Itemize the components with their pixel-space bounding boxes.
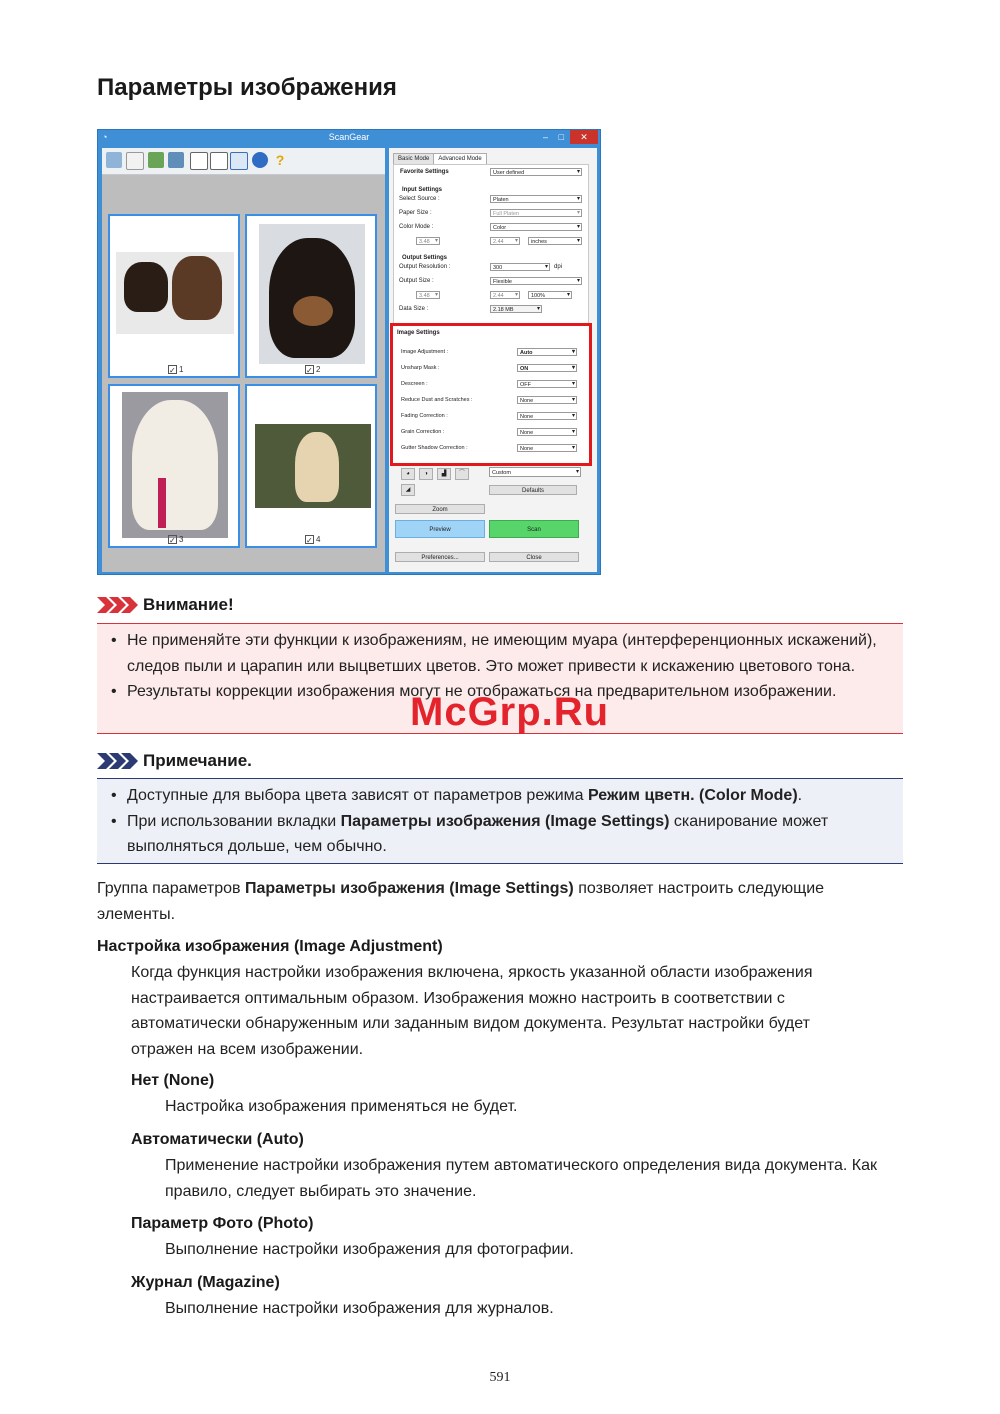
output-resolution-label: Output Resolution :	[399, 264, 451, 270]
maximize-icon[interactable]: □	[558, 132, 564, 142]
note-box	[97, 778, 903, 864]
scan-button[interactable]: Scan	[489, 520, 579, 538]
reduce-dust-label: Reduce Dust and Scratches :	[401, 397, 473, 403]
window-close-icon[interactable]: ✕	[570, 130, 598, 144]
list-item: • Результаты коррекции изображения могут не отображаться на предварительном изображении.	[111, 679, 891, 705]
thumbnail-area	[102, 148, 385, 572]
option-description: Настройка изображения применяться не будет.	[165, 1098, 518, 1115]
input-settings-heading: Input Settings	[402, 187, 442, 193]
output-settings-heading: Output Settings	[402, 255, 447, 261]
minimize-icon[interactable]: –	[542, 132, 548, 142]
scangear-titlebar	[98, 130, 600, 146]
image-settings-row	[401, 412, 581, 422]
option-term: Параметр Фото (Photo)	[131, 1215, 314, 1232]
tab-advanced-mode[interactable]: Advanced Mode	[433, 153, 486, 164]
grain-correction-label: Grain Correction :	[401, 429, 445, 435]
defaults-button[interactable]: Defaults	[489, 485, 577, 495]
page-icon[interactable]	[126, 152, 144, 170]
reduce-dust-select[interactable]: None ▾	[517, 396, 577, 404]
color-mode-label: Color Mode :	[399, 224, 434, 230]
thumbnail-image	[122, 392, 228, 538]
image-settings-heading: Image Settings	[397, 330, 440, 336]
fading-correction-select[interactable]: None ▾	[517, 412, 577, 420]
thumbnail-checkbox[interactable]: ✓ 4	[306, 534, 321, 545]
grid-icon[interactable]	[210, 152, 228, 170]
color-adjustment-select[interactable]: Custom ▾	[489, 467, 581, 477]
image-adjustment-term: Настройка изображения (Image Adjustment)	[97, 938, 443, 955]
note-heading: Примечание.	[143, 751, 252, 770]
attention-heading: Внимание!	[143, 595, 234, 614]
image-settings-row	[401, 428, 581, 438]
output-width-field[interactable]: 3.48 ▾	[416, 291, 440, 299]
brightness-icon[interactable]: ◑	[419, 468, 433, 480]
thumbnail-4[interactable]	[245, 384, 377, 548]
thumbnail-checkbox[interactable]: ✓ 2	[306, 364, 321, 375]
image-settings-row	[401, 364, 581, 374]
list-item: • При использовании вкладки Параметры изображения (Image Settings) сканирование может выполняться дольше, чем обычно.	[111, 809, 891, 860]
option-term: Нет (None)	[131, 1072, 215, 1089]
option-description: Выполнение настройки изображения для журналов.	[165, 1300, 554, 1317]
unsharp-mask-label: Unsharp Mask :	[401, 365, 440, 371]
thumbnail-2[interactable]	[245, 214, 377, 378]
paper-size-label: Paper Size :	[399, 210, 432, 216]
image-settings-row	[401, 348, 581, 358]
tab-basic-mode[interactable]: Basic Mode	[393, 153, 434, 164]
scale-field[interactable]: 100% ▾	[528, 291, 572, 299]
page-number: 591	[489, 1370, 511, 1385]
thumbnail-3[interactable]	[108, 384, 240, 548]
unsharp-mask-select[interactable]: ON ▾	[517, 364, 577, 372]
preview-button[interactable]: Preview	[395, 520, 485, 538]
mirror-icon[interactable]	[168, 152, 184, 168]
output-height-field[interactable]: 2.44 ▾	[490, 291, 520, 299]
mode-tabs	[393, 153, 486, 164]
thumbnail-checkbox[interactable]: ✓ 3	[169, 534, 184, 545]
image-settings-row	[401, 396, 581, 406]
advanced-settings-panel	[393, 164, 589, 456]
color-balance-icon[interactable]: ◕	[401, 468, 415, 480]
image-settings-highlight	[390, 323, 592, 466]
descreen-label: Descreen :	[401, 381, 428, 387]
gutter-shadow-label: Gutter Shadow Correction :	[401, 445, 468, 451]
option-description: Выполнение настройки изображения для фотографии.	[165, 1241, 574, 1258]
input-width-field[interactable]: 3.48 ▾	[416, 237, 440, 245]
intro-paragraph: Группа параметров Параметры изображения (Image Settings) позволяет настроить следующие элементы.	[97, 880, 825, 923]
thumbnail-image	[116, 252, 234, 334]
descreen-select[interactable]: OFF ▾	[517, 380, 577, 388]
settings-pane	[389, 148, 597, 572]
image-adjustment-label: Image Adjustment :	[401, 349, 449, 355]
grid-icon[interactable]	[190, 152, 208, 170]
image-adjustment-select[interactable]: Auto ▾	[517, 348, 577, 356]
thumbnail-checkbox[interactable]: ✓ 1	[169, 364, 184, 375]
favorite-settings-label: Favorite Settings	[400, 169, 449, 175]
info-icon[interactable]	[252, 152, 268, 168]
list-item: • Доступные для выбора цвета зависят от параметров режима Режим цветн. (Color Mode).	[111, 783, 891, 809]
list-item: • Не применяйте эти функции к изображениям, не имеющим муара (интерференционных искажений), следов пыли и царапин или выцветших цветов. Это может привести к искажению цветового тона.	[111, 628, 891, 679]
paper-size-select[interactable]: Full Platen ▾	[490, 209, 582, 217]
input-height-field[interactable]: 2.44 ▾	[490, 237, 520, 245]
watermark: McGrp.Ru	[410, 690, 610, 734]
threshold-icon[interactable]: ◢	[401, 484, 415, 496]
help-icon[interactable]: ?	[275, 152, 285, 168]
attention-arrows-icon	[97, 597, 139, 618]
output-size-label: Output Size :	[399, 278, 434, 284]
zoom-button[interactable]: Zoom	[395, 504, 485, 514]
grain-correction-select[interactable]: None ▾	[517, 428, 577, 436]
output-size-select[interactable]: Flexible ▾	[490, 277, 582, 285]
preferences-button[interactable]: Preferences...	[395, 552, 485, 562]
scangear-toolbar	[102, 148, 385, 175]
select-source-label: Select Source :	[399, 196, 440, 202]
option-term: Автоматически (Auto)	[131, 1131, 304, 1148]
crop-icon[interactable]	[148, 152, 164, 168]
option-description: Применение настройки изображения путем автоматического определения вида документа. Как правило, следует выбирать это значение.	[165, 1157, 877, 1200]
unit-select[interactable]: inches ▾	[528, 237, 582, 245]
image-settings-row	[401, 444, 581, 454]
scan-icon[interactable]	[106, 152, 122, 168]
favorite-settings-select[interactable]: User defined ▾	[490, 168, 582, 176]
data-size-label: Data Size :	[399, 306, 429, 312]
data-size-value: 2.18 MB ▾	[490, 305, 542, 313]
thumbnail-image	[259, 224, 365, 364]
close-button[interactable]: Close	[489, 552, 579, 562]
option-term: Журнал (Magazine)	[131, 1274, 280, 1291]
image-adjustment-description: Когда функция настройки изображения включена, яркость указанной области изображения настраивается оптимальным образом. Изображения можно настроить в соответствии с автоматически обнаруженным или заданным видом документа. Результат настройки будет отражен на всем изображении.	[131, 964, 813, 1058]
image-settings-row	[401, 380, 581, 390]
app-icon: ◔	[102, 132, 108, 142]
select-source-select[interactable]: Platen ▾	[490, 195, 582, 203]
thumbnails-icon[interactable]	[230, 152, 248, 170]
thumbnail-image	[255, 424, 371, 508]
color-mode-select[interactable]: Color ▾	[490, 223, 582, 231]
tone-curve-icon[interactable]: ⌒	[455, 468, 469, 480]
output-resolution-select[interactable]: 300 ▾	[490, 263, 550, 271]
dpi-label: dpi	[554, 264, 563, 270]
histogram-icon[interactable]: ▟	[437, 468, 451, 480]
scangear-screenshot	[97, 129, 601, 575]
note-arrows-icon	[97, 753, 139, 774]
thumbnail-1[interactable]	[108, 214, 240, 378]
scangear-window-title: ScanGear	[328, 132, 370, 142]
page-title: Параметры изображения	[97, 74, 397, 101]
gutter-shadow-select[interactable]: None ▾	[517, 444, 577, 452]
fading-correction-label: Fading Correction :	[401, 413, 448, 419]
